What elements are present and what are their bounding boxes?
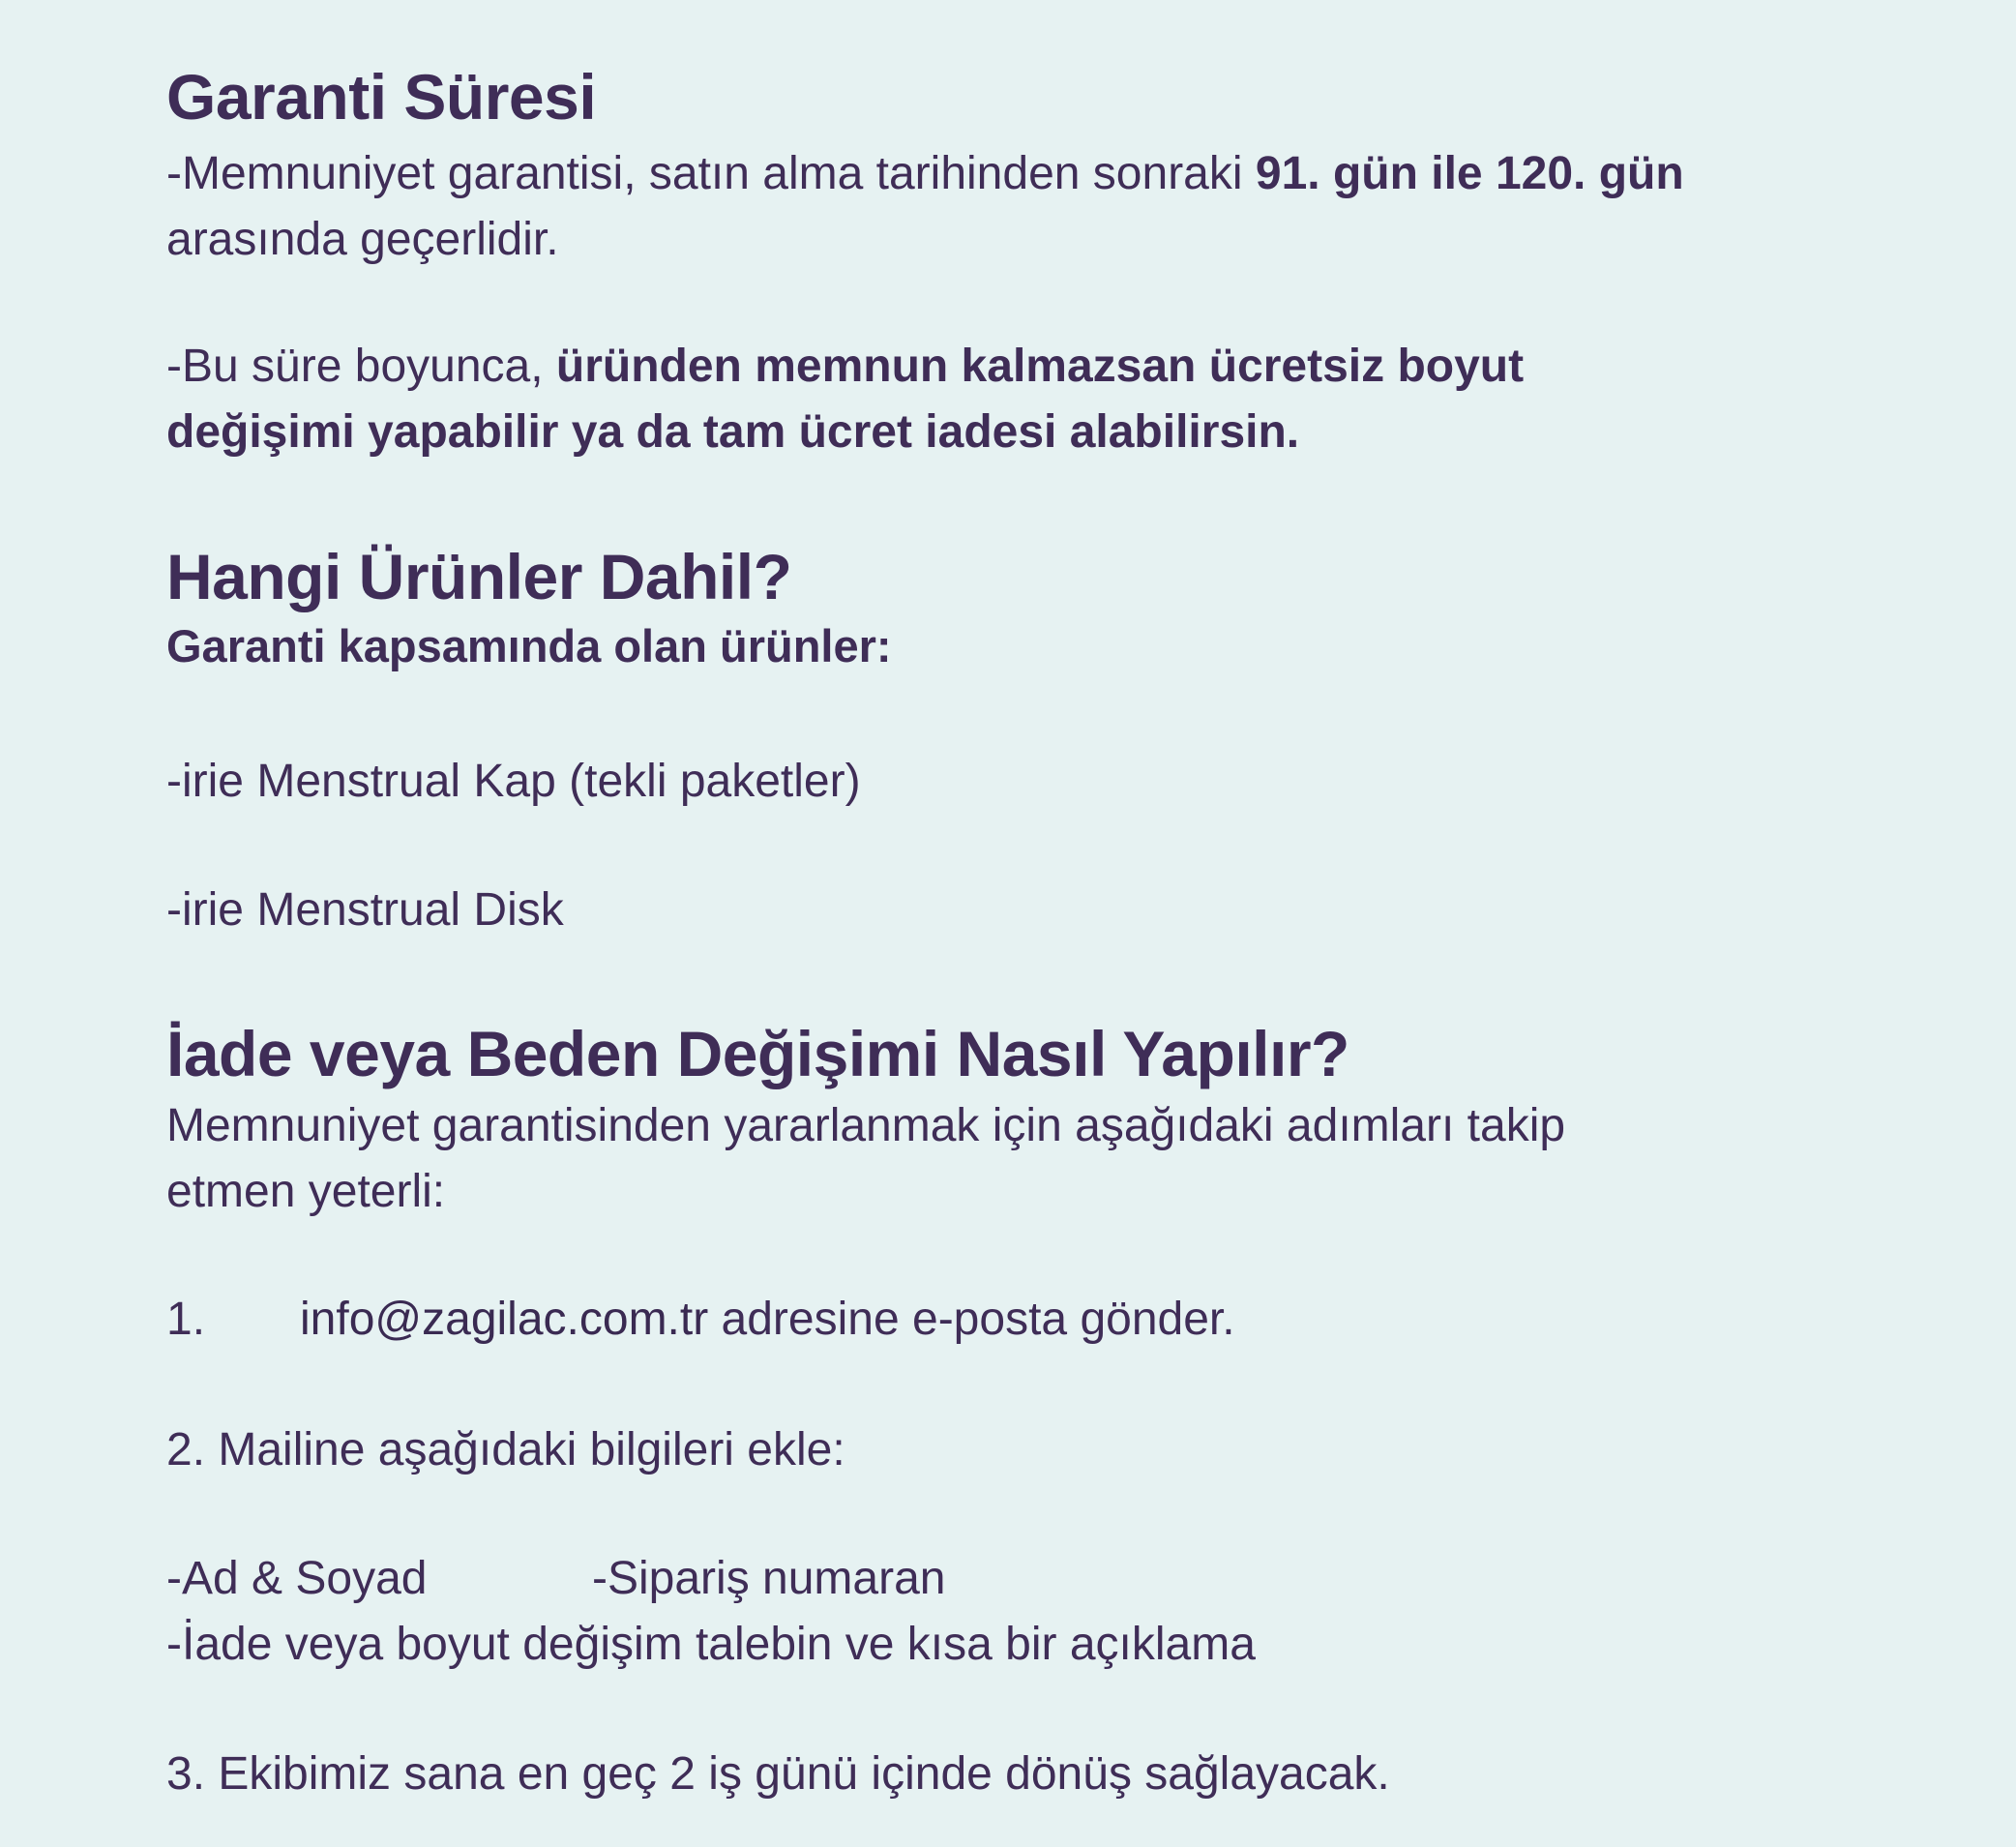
warranty-terms-bold-2: değişimi yapabilir ya da tam ücret iadesi alabilirsin. (166, 406, 1300, 458)
return-process-intro-line1: Memnuniyet garantisinden yararlanmak için aşağıdaki adımları takip (166, 1100, 1566, 1151)
info-request: -İade veya boyut değişim talebin ve kısa bir açıklama (166, 1619, 1256, 1670)
info-name: -Ad & Soyad (166, 1553, 428, 1604)
step-1-number: 1. (166, 1294, 206, 1345)
email-link[interactable]: info@zagilac.com.tr (300, 1294, 709, 1345)
warranty-terms-bold-1: üründen memnun kalmazsan ücretsiz boyut (555, 341, 1525, 392)
step-2: 2. Mailine aşağıdaki bilgileri ekle: (166, 1424, 845, 1475)
warranty-terms-line1 (166, 334, 1524, 400)
info-list-row-1 (166, 1546, 945, 1612)
warranty-period-line2: arasında geçerlidir. (166, 214, 559, 265)
warranty-period-text: -Memnuniyet garantisi, satın alma tarihinden sonraki (166, 148, 1256, 199)
product-item-cup: -irie Menstrual Kap (tekli paketler) (166, 756, 861, 807)
warranty-period-heading: Garanti Süresi (166, 61, 597, 133)
included-products-subheading: Garanti kapsamında olan ürünler: (166, 620, 892, 671)
warranty-period-line1 (166, 141, 1684, 207)
warranty-period-days: 91. gün ile 120. gün (1255, 148, 1684, 199)
step-1 (166, 1287, 1235, 1353)
step-1-text: adresine e-posta gönder. (708, 1294, 1235, 1345)
warranty-terms-text: -Bu süre boyunca, (166, 341, 556, 392)
product-item-disk: -irie Menstrual Disk (166, 884, 564, 936)
info-order: -Sipariş numaran (592, 1553, 946, 1604)
return-process-heading: İade veya Beden Değişimi Nasıl Yapılır? (166, 1018, 1349, 1089)
return-process-intro-line2: etmen yeterli: (166, 1166, 446, 1217)
step-3: 3. Ekibimiz sana en geç 2 iş günü içinde dönüş sağlayacak. (166, 1748, 1390, 1800)
included-products-heading: Hangi Ürünler Dahil? (166, 541, 792, 612)
